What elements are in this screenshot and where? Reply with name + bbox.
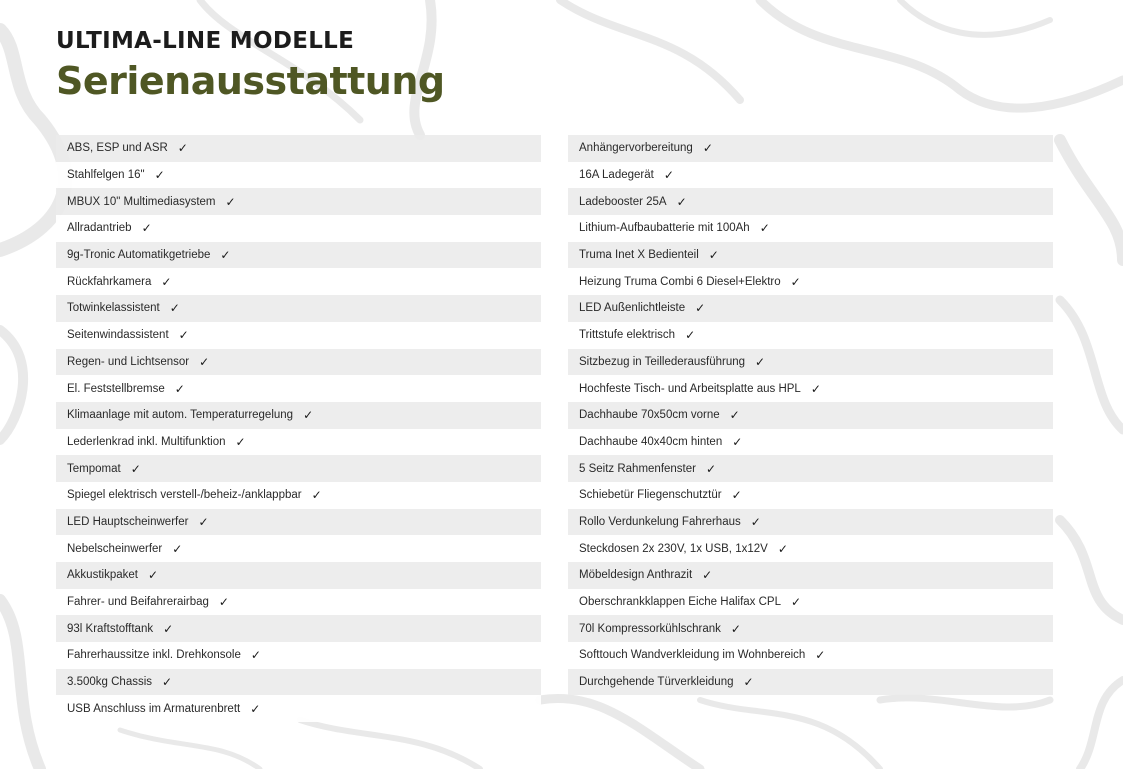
feature-row <box>568 615 1053 642</box>
feature-label: 93l Kraftstofftank <box>67 622 154 635</box>
feature-row <box>56 642 541 669</box>
feature-label: Regen- und Lichtsensor <box>67 355 190 368</box>
feature-label: Schiebetür Fliegenschutztür <box>579 489 722 502</box>
feature-row <box>56 455 541 482</box>
checkmark-icon: ✓ <box>708 248 719 263</box>
feature-label: Durchgehende Türverkleidung <box>579 676 734 689</box>
feature-row <box>56 215 541 242</box>
checkmark-icon: ✓ <box>130 461 141 476</box>
feature-label: USB Anschluss im Armaturenbrett <box>67 702 241 715</box>
feature-label: Fahrer- und Beifahrerairbag <box>67 596 209 609</box>
feature-label: 5 Seitz Rahmenfenster <box>579 462 696 475</box>
checkmark-icon: ✓ <box>790 274 801 289</box>
checkmark-icon: ✓ <box>177 141 188 156</box>
feature-row <box>568 349 1053 376</box>
checkmark-icon: ✓ <box>225 194 236 209</box>
checkmark-icon: ✓ <box>702 141 713 156</box>
checkmark-icon: ✓ <box>174 381 185 396</box>
feature-row <box>56 402 541 429</box>
checkmark-icon: ✓ <box>235 434 246 449</box>
feature-row <box>56 535 541 562</box>
checkmark-icon: ✓ <box>732 434 743 449</box>
checkmark-icon: ✓ <box>663 168 674 183</box>
feature-row <box>568 295 1053 322</box>
checkmark-icon: ✓ <box>172 541 183 556</box>
feature-label: Tempomat <box>67 462 121 475</box>
feature-row <box>56 188 541 215</box>
feature-row <box>568 188 1053 215</box>
feature-label: Dachhaube 70x50cm vorne <box>579 409 720 422</box>
feature-label: Klimaanlage mit autom. Temperaturregelung <box>67 409 294 422</box>
feature-label: Lederlenkrad inkl. Multifunktion <box>67 435 226 448</box>
feature-row <box>568 375 1053 402</box>
checkmark-icon: ✓ <box>743 675 754 690</box>
feature-row <box>568 482 1053 509</box>
checkmark-icon: ✓ <box>777 541 788 556</box>
feature-row <box>56 295 541 322</box>
feature-row <box>568 589 1053 616</box>
feature-row <box>568 509 1053 536</box>
feature-row <box>56 135 541 162</box>
feature-row <box>568 322 1053 349</box>
checkmark-icon: ✓ <box>161 274 172 289</box>
feature-label: Steckdosen 2x 230V, 1x USB, 1x12V <box>579 542 768 555</box>
feature-label: 16A Ladegerät <box>579 169 654 182</box>
feature-row <box>56 695 541 722</box>
feature-label: Ladebooster 25A <box>579 195 667 208</box>
checkmark-icon: ✓ <box>163 621 174 636</box>
feature-label: Nebelscheinwerfer <box>67 542 163 555</box>
checkmark-icon: ✓ <box>791 595 802 610</box>
checkmark-icon: ✓ <box>218 595 229 610</box>
feature-label: LED Außenlichtleiste <box>579 302 686 315</box>
feature-label: Spiegel elektrisch verstell-/beheiz-/anklappbar <box>67 489 302 502</box>
feature-label: Stahlfelgen 16" <box>67 169 145 182</box>
feature-label: 70l Kompressorkühlschrank <box>579 622 721 635</box>
feature-label: Trittstufe elektrisch <box>579 329 676 342</box>
feature-label: Hochfeste Tisch- und Arbeitsplatte aus HPL <box>579 382 801 395</box>
feature-label: Oberschrankklappen Eiche Halifax CPL <box>579 596 781 609</box>
checkmark-icon: ✓ <box>759 221 770 236</box>
feature-row <box>56 589 541 616</box>
feature-row <box>56 509 541 536</box>
feature-row <box>568 429 1053 456</box>
checkmark-icon: ✓ <box>810 381 821 396</box>
model-line-heading: ULTIMA-LINE MODELLE <box>56 28 355 54</box>
feature-row <box>568 162 1053 189</box>
feature-row <box>56 162 541 189</box>
checkmark-icon: ✓ <box>147 568 159 583</box>
feature-label: 3.500kg Chassis <box>67 676 153 689</box>
feature-label: Heizung Truma Combi 6 Diesel+Elektro <box>579 275 781 288</box>
feature-row <box>56 268 541 295</box>
feature-label: Totwinkelassistent <box>67 302 160 315</box>
checkmark-icon: ✓ <box>162 675 173 690</box>
checkmark-icon: ✓ <box>250 648 261 663</box>
checkmark-icon: ✓ <box>303 408 314 423</box>
feature-row <box>56 615 541 642</box>
feature-row <box>568 215 1053 242</box>
feature-label: Lithium-Aufbaubatterie mit 100Ah <box>579 222 750 235</box>
checkmark-icon: ✓ <box>169 301 180 316</box>
checkmark-icon: ✓ <box>154 168 165 183</box>
feature-row <box>568 242 1053 269</box>
feature-row <box>56 322 541 349</box>
feature-label: Seitenwindassistent <box>67 329 169 342</box>
feature-row <box>56 562 541 589</box>
checkmark-icon: ✓ <box>311 488 322 503</box>
feature-row <box>568 268 1053 295</box>
feature-row <box>568 402 1053 429</box>
left-feature-list <box>56 135 541 722</box>
feature-label: Allradantrieb <box>67 222 132 235</box>
feature-row <box>568 535 1053 562</box>
feature-label: Möbeldesign Anthrazit <box>579 569 693 582</box>
feature-row <box>568 135 1053 162</box>
checkmark-icon: ✓ <box>702 568 713 583</box>
checkmark-icon: ✓ <box>729 408 740 423</box>
feature-label: Fahrerhaussitze inkl. Drehkonsole <box>67 649 241 662</box>
feature-row <box>568 455 1053 482</box>
checkmark-icon: ✓ <box>730 621 741 636</box>
page-header <box>56 26 445 104</box>
feature-row <box>568 642 1053 669</box>
feature-label: Dachhaube 40x40cm hinten <box>579 435 723 448</box>
checkmark-icon: ✓ <box>250 701 261 716</box>
checkmark-icon: ✓ <box>141 221 152 236</box>
checkmark-icon: ✓ <box>750 514 761 529</box>
feature-label: MBUX 10" Multimediasystem <box>67 195 216 208</box>
feature-label: Anhängervorbereitung <box>579 142 693 155</box>
feature-row <box>56 482 541 509</box>
feature-row <box>56 669 541 696</box>
checkmark-icon: ✓ <box>755 354 766 369</box>
checkmark-icon: ✓ <box>676 194 687 209</box>
feature-label: Softtouch Wandverkleidung im Wohnbereich <box>579 649 806 662</box>
feature-label: Truma Inet X Bedienteil <box>579 249 699 262</box>
checkmark-icon: ✓ <box>199 354 210 369</box>
feature-label: Rückfahrkamera <box>67 275 152 288</box>
feature-row <box>56 242 541 269</box>
right-feature-list <box>568 135 1053 695</box>
feature-label: Rollo Verdunkelung Fahrerhaus <box>579 515 741 528</box>
checkmark-icon: ✓ <box>178 328 189 343</box>
checkmark-icon: ✓ <box>198 514 209 529</box>
checkmark-icon: ✓ <box>705 461 717 476</box>
checkmark-icon: ✓ <box>685 328 696 343</box>
feature-row <box>56 375 541 402</box>
checkmark-icon: ✓ <box>731 488 742 503</box>
feature-label: ABS, ESP und ASR <box>67 142 168 155</box>
feature-row <box>56 349 541 376</box>
feature-label: Akkustikpaket <box>67 569 138 582</box>
feature-label: LED Hauptscheinwerfer <box>67 515 189 528</box>
feature-row <box>56 429 541 456</box>
checkmark-icon: ✓ <box>220 248 231 263</box>
feature-label: El. Feststellbremse <box>67 382 165 395</box>
page-title: Serienausstattung <box>56 59 445 103</box>
feature-row <box>568 562 1053 589</box>
feature-row <box>568 669 1053 696</box>
feature-label: 9g-Tronic Automatikgetriebe <box>67 249 211 262</box>
feature-label: Sitzbezug in Teillederausführung <box>579 355 746 368</box>
checkmark-icon: ✓ <box>695 301 706 316</box>
checkmark-icon: ✓ <box>815 648 826 663</box>
